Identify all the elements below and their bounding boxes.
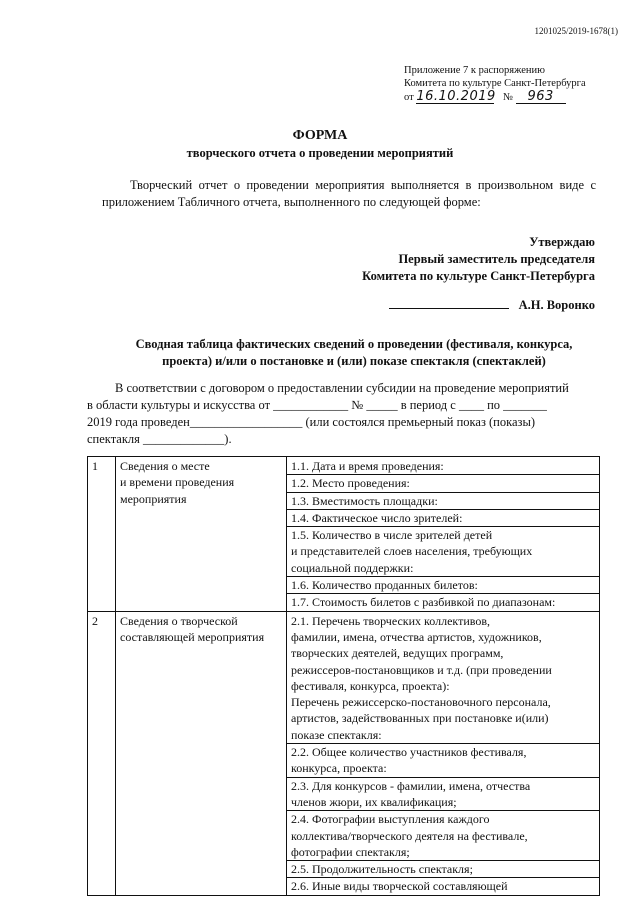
item-line: 2.5. Продолжительность спектакля; [287, 860, 599, 877]
table-row [88, 457, 600, 612]
appendix-date-line [404, 90, 586, 104]
approver-name: А.Н. Воронко [518, 298, 595, 312]
row-number: 1 [88, 457, 116, 612]
item-line: 1.4. Фактическое число зрителей: [287, 509, 599, 526]
approval-line-1: Утверждаю [529, 235, 595, 249]
form-title: ФОРМА [292, 128, 348, 143]
handwritten-date: 16.10.2019 [416, 89, 496, 104]
approval-signature-line [362, 296, 595, 314]
row-label-line: мероприятия [120, 491, 187, 506]
item-line: 2.6. Иные виды творческой составляющей [287, 877, 599, 894]
date-prefix: от [404, 92, 414, 103]
item-line: 1.3. Вместимость площадки: [287, 492, 599, 509]
item-line: 2.3. Для конкурсов - фамилии, имена, отчества [287, 777, 599, 794]
item-line: конкурса, проекта: [291, 761, 387, 776]
appendix-block [404, 64, 586, 104]
signature-blank [389, 296, 509, 309]
summary-title-line-2: проекта) и/или о постановке и (или) показе спектакля (спектаклей) [162, 354, 546, 368]
item-line: 2.1. Перечень творческих коллективов, [291, 613, 490, 628]
item-line: 2.4. Фотографии выступления каждого [287, 810, 599, 827]
item-line: 1.5. Количество в числе зрителей детей [287, 526, 599, 543]
contract-paragraph [87, 380, 597, 448]
number-prefix: № [502, 92, 513, 103]
item-line: 1.2. Место проведения: [287, 474, 599, 491]
approval-block [362, 234, 595, 314]
form-subtitle: творческого отчета о проведении мероприятий [186, 146, 454, 160]
row-label-line: Сведения о творческой [120, 613, 238, 628]
report-table [87, 456, 600, 896]
item-line: режиссеров-постановщиков и т.д. (при проведении [291, 662, 552, 677]
item-line: фотографии спектакля; [291, 844, 410, 859]
contract-line-2: в области культуры и искусства от ____________ № _____ в период с ____ по _______ [87, 398, 547, 412]
contract-line-4: спектакля _____________). [87, 432, 232, 446]
summary-title-line-1: Сводная таблица фактических сведений о проведении (фестиваля, конкурса, [135, 337, 573, 351]
item-line: 1.7. Стоимость билетов с разбивкой по диапазонам: [287, 593, 599, 610]
item-line: фамилии, имена, отчества артистов, художников, [291, 629, 542, 644]
appendix-line-1: Приложение 7 к распоряжению [404, 65, 545, 76]
item-line: показе спектакля: [291, 727, 382, 742]
item-line: 1.6. Количество проданных билетов: [287, 576, 599, 593]
approval-line-3: Комитета по культуре Санкт-Петербурга [362, 269, 595, 283]
row-label-line: Сведения о месте [120, 459, 210, 473]
approval-line-2: Первый заместитель председателя [398, 252, 595, 266]
item-line: 2.2. Общее количество участников фестиваля, [287, 743, 599, 760]
row-label-line: составляющей мероприятия [120, 629, 265, 644]
contract-line-3: 2019 года проведен__________________ (или состоялся премьерный показ (показы) [87, 415, 536, 429]
intro-paragraph: Творческий отчет о проведении мероприятия выполняется в произвольном виде с приложением Табличного отчета, выполненного по следующей форме: [102, 178, 596, 209]
row-label-line: и времени проведения [120, 475, 235, 490]
item-line: социальной поддержки: [291, 560, 414, 575]
table-row [88, 611, 600, 895]
appendix-line-2: Комитета по культуре Санкт-Петербурга [404, 78, 586, 89]
handwritten-number: 963 [516, 90, 566, 104]
registration-number: 1201025/2019-1678(1) [534, 26, 618, 36]
item-line: творческих деятелей, ведущих программ, [291, 646, 504, 661]
item-line: Перечень режиссерско-постановочного персонала, [291, 695, 551, 710]
row-label [116, 611, 287, 895]
item-line: членов жюри, их квалификация; [291, 794, 457, 809]
row-label [116, 457, 287, 612]
row-items [287, 457, 600, 612]
item-line: фестиваля, конкурса, проекта): [291, 678, 450, 693]
row-number: 2 [88, 611, 116, 895]
contract-line-1: В соответствии с договором о предоставлении субсидии на проведение мероприятий [115, 381, 569, 395]
row-items [287, 611, 600, 895]
summary-title [110, 336, 598, 370]
item-line: артистов, задействованных при постановке и(или) [291, 711, 549, 726]
item-line: 1.1. Дата и время проведения: [291, 459, 444, 473]
item-line: коллектива/творческого деятеля на фестивале, [291, 828, 528, 843]
item-line: и представителей слоев населения, требующих [291, 544, 533, 559]
